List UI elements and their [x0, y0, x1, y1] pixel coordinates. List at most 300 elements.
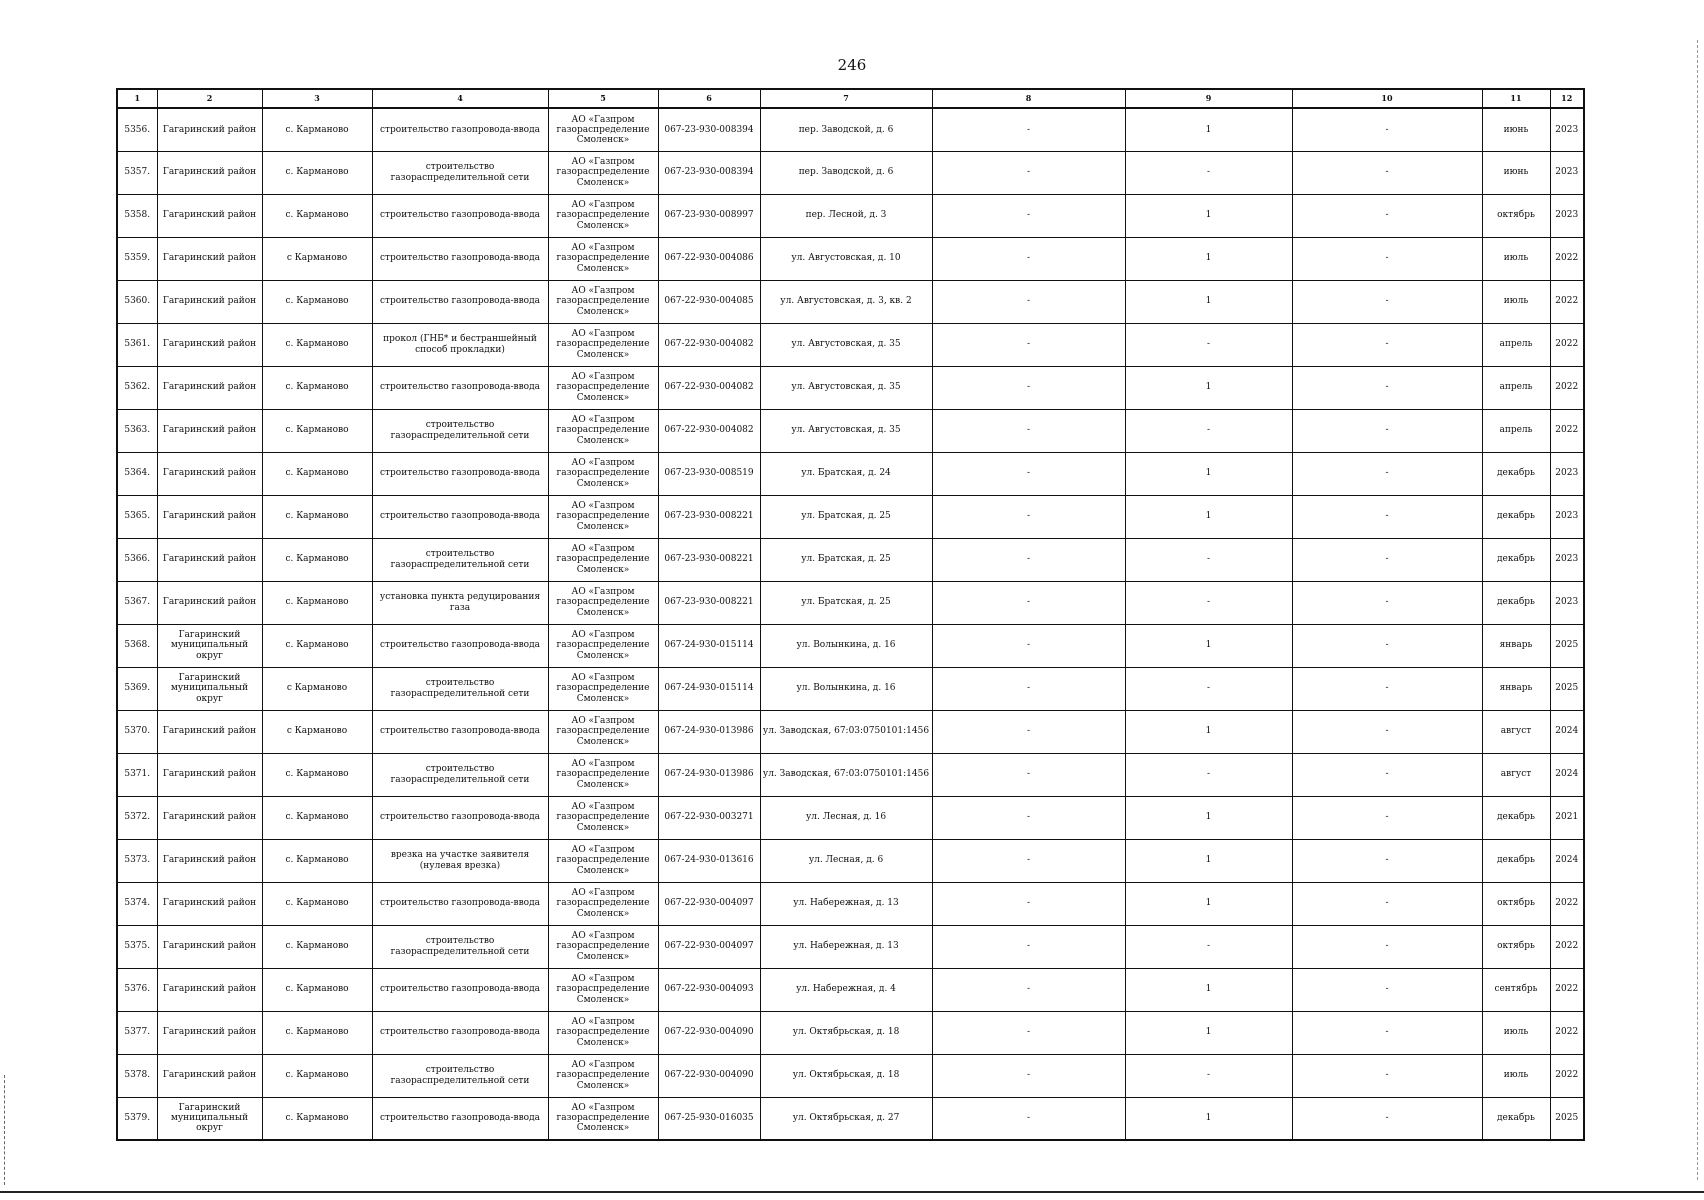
address-cell: ул. Октябрьская, д. 27 — [760, 1097, 932, 1140]
col10-cell: - — [1292, 581, 1482, 624]
year-cell: 2025 — [1550, 1097, 1584, 1140]
organization-cell: АО «Газпром газораспределение Смоленск» — [548, 194, 658, 237]
col8-cell: - — [932, 710, 1125, 753]
row-number: 5374. — [117, 882, 157, 925]
work-type-cell: строительство газопровода-ввода — [372, 237, 548, 280]
col9-cell: - — [1125, 667, 1292, 710]
month-cell: июль — [1482, 280, 1550, 323]
year-cell: 2022 — [1550, 968, 1584, 1011]
address-cell: ул. Набережная, д. 13 — [760, 925, 932, 968]
settlement-cell: с Карманово — [262, 710, 372, 753]
month-cell: июнь — [1482, 151, 1550, 194]
district-cell: Гагаринский район — [157, 108, 262, 151]
col8-cell: - — [932, 581, 1125, 624]
settlement-cell: с. Карманово — [262, 624, 372, 667]
code-cell: 067-23-930-008394 — [658, 151, 760, 194]
col10-cell: - — [1292, 753, 1482, 796]
col9-cell: 1 — [1125, 968, 1292, 1011]
col9-cell: 1 — [1125, 108, 1292, 151]
row-number: 5377. — [117, 1011, 157, 1054]
col9-cell: - — [1125, 925, 1292, 968]
col9-cell: 1 — [1125, 882, 1292, 925]
column-number-7: 7 — [760, 89, 932, 108]
address-cell: ул. Заводская, 67:03:0750101:1456 — [760, 753, 932, 796]
col8-cell: - — [932, 495, 1125, 538]
table-body — [117, 108, 1584, 1140]
table-row — [117, 667, 1584, 710]
code-cell: 067-22-930-004082 — [658, 409, 760, 452]
gasification-register-table — [116, 88, 1585, 1141]
col10-cell: - — [1292, 624, 1482, 667]
col9-cell: 1 — [1125, 194, 1292, 237]
row-number: 5364. — [117, 452, 157, 495]
row-number: 5375. — [117, 925, 157, 968]
organization-cell: АО «Газпром газораспределение Смоленск» — [548, 753, 658, 796]
organization-cell: АО «Газпром газораспределение Смоленск» — [548, 409, 658, 452]
col10-cell: - — [1292, 108, 1482, 151]
district-cell: Гагаринский район — [157, 1054, 262, 1097]
organization-cell: АО «Газпром газораспределение Смоленск» — [548, 323, 658, 366]
month-cell: декабрь — [1482, 796, 1550, 839]
col10-cell: - — [1292, 710, 1482, 753]
col8-cell: - — [932, 323, 1125, 366]
col8-cell: - — [932, 624, 1125, 667]
year-cell: 2023 — [1550, 194, 1584, 237]
district-cell: Гагаринский район — [157, 538, 262, 581]
col9-cell: - — [1125, 581, 1292, 624]
district-cell: Гагаринский район — [157, 796, 262, 839]
col10-cell: - — [1292, 796, 1482, 839]
work-type-cell: строительство газопровода-ввода — [372, 366, 548, 409]
year-cell: 2023 — [1550, 495, 1584, 538]
month-cell: сентябрь — [1482, 968, 1550, 1011]
district-cell: Гагаринский район — [157, 409, 262, 452]
work-type-cell: строительство газопровода-ввода — [372, 1011, 548, 1054]
year-cell: 2022 — [1550, 925, 1584, 968]
code-cell: 067-23-930-008519 — [658, 452, 760, 495]
col8-cell: - — [932, 280, 1125, 323]
address-cell: ул. Братская, д. 25 — [760, 538, 932, 581]
year-cell: 2023 — [1550, 452, 1584, 495]
col9-cell: 1 — [1125, 237, 1292, 280]
col10-cell: - — [1292, 538, 1482, 581]
year-cell: 2023 — [1550, 581, 1584, 624]
table-row — [117, 753, 1584, 796]
col9-cell: 1 — [1125, 796, 1292, 839]
table-row — [117, 538, 1584, 581]
month-cell: август — [1482, 710, 1550, 753]
month-cell: октябрь — [1482, 882, 1550, 925]
col10-cell: - — [1292, 667, 1482, 710]
col9-cell: - — [1125, 753, 1292, 796]
address-cell: ул. Августовская, д. 35 — [760, 366, 932, 409]
row-number: 5371. — [117, 753, 157, 796]
col8-cell: - — [932, 968, 1125, 1011]
col10-cell: - — [1292, 1054, 1482, 1097]
district-cell: Гагаринский муниципальный округ — [157, 1097, 262, 1140]
organization-cell: АО «Газпром газораспределение Смоленск» — [548, 796, 658, 839]
col9-cell: 1 — [1125, 710, 1292, 753]
code-cell: 067-22-930-004082 — [658, 323, 760, 366]
table-row — [117, 323, 1584, 366]
month-cell: август — [1482, 753, 1550, 796]
organization-cell: АО «Газпром газораспределение Смоленск» — [548, 108, 658, 151]
year-cell: 2025 — [1550, 624, 1584, 667]
district-cell: Гагаринский муниципальный округ — [157, 624, 262, 667]
settlement-cell: с. Карманово — [262, 581, 372, 624]
col9-cell: - — [1125, 538, 1292, 581]
district-cell: Гагаринский район — [157, 323, 262, 366]
col10-cell: - — [1292, 323, 1482, 366]
work-type-cell: строительство газопровода-ввода — [372, 1097, 548, 1140]
col8-cell: - — [932, 151, 1125, 194]
work-type-cell: строительство газопровода-ввода — [372, 968, 548, 1011]
address-cell: ул. Волынкина, д. 16 — [760, 624, 932, 667]
address-cell: ул. Набережная, д. 13 — [760, 882, 932, 925]
organization-cell: АО «Газпром газораспределение Смоленск» — [548, 366, 658, 409]
year-cell: 2022 — [1550, 237, 1584, 280]
table-row — [117, 237, 1584, 280]
year-cell: 2023 — [1550, 108, 1584, 151]
address-cell: ул. Братская, д. 24 — [760, 452, 932, 495]
organization-cell: АО «Газпром газораспределение Смоленск» — [548, 882, 658, 925]
organization-cell: АО «Газпром газораспределение Смоленск» — [548, 151, 658, 194]
settlement-cell: с. Карманово — [262, 108, 372, 151]
row-number: 5378. — [117, 1054, 157, 1097]
column-number-8: 8 — [932, 89, 1125, 108]
column-number-11: 11 — [1482, 89, 1550, 108]
column-number-2: 2 — [157, 89, 262, 108]
column-number-row — [117, 89, 1584, 108]
column-number-4: 4 — [372, 89, 548, 108]
month-cell: апрель — [1482, 409, 1550, 452]
month-cell: апрель — [1482, 323, 1550, 366]
col9-cell: - — [1125, 151, 1292, 194]
settlement-cell: с. Карманово — [262, 753, 372, 796]
col9-cell: 1 — [1125, 366, 1292, 409]
col8-cell: - — [932, 753, 1125, 796]
col9-cell: 1 — [1125, 839, 1292, 882]
col8-cell: - — [932, 882, 1125, 925]
address-cell: пер. Лесной, д. 3 — [760, 194, 932, 237]
table-row — [117, 194, 1584, 237]
col8-cell: - — [932, 1011, 1125, 1054]
row-number: 5356. — [117, 108, 157, 151]
organization-cell: АО «Газпром газораспределение Смоленск» — [548, 839, 658, 882]
code-cell: 067-22-930-004090 — [658, 1011, 760, 1054]
month-cell: декабрь — [1482, 1097, 1550, 1140]
year-cell: 2024 — [1550, 839, 1584, 882]
work-type-cell: строительство газопровода-ввода — [372, 882, 548, 925]
address-cell: ул. Августовская, д. 3, кв. 2 — [760, 280, 932, 323]
settlement-cell: с Карманово — [262, 237, 372, 280]
year-cell: 2025 — [1550, 667, 1584, 710]
work-type-cell: строительство газопровода-ввода — [372, 194, 548, 237]
work-type-cell: строительство газопровода-ввода — [372, 495, 548, 538]
work-type-cell: строительство газораспределительной сети — [372, 1054, 548, 1097]
month-cell: декабрь — [1482, 839, 1550, 882]
work-type-cell: строительство газопровода-ввода — [372, 624, 548, 667]
column-number-3: 3 — [262, 89, 372, 108]
row-number: 5363. — [117, 409, 157, 452]
district-cell: Гагаринский район — [157, 151, 262, 194]
code-cell: 067-23-930-008221 — [658, 538, 760, 581]
row-number: 5361. — [117, 323, 157, 366]
year-cell: 2022 — [1550, 323, 1584, 366]
col9-cell: 1 — [1125, 280, 1292, 323]
month-cell: январь — [1482, 667, 1550, 710]
col10-cell: - — [1292, 495, 1482, 538]
row-number: 5376. — [117, 968, 157, 1011]
month-cell: июнь — [1482, 108, 1550, 151]
table-row — [117, 839, 1584, 882]
column-number-9: 9 — [1125, 89, 1292, 108]
table-row — [117, 882, 1584, 925]
settlement-cell: с. Карманово — [262, 925, 372, 968]
row-number: 5365. — [117, 495, 157, 538]
code-cell: 067-23-930-008997 — [658, 194, 760, 237]
organization-cell: АО «Газпром газораспределение Смоленск» — [548, 538, 658, 581]
month-cell: декабрь — [1482, 452, 1550, 495]
organization-cell: АО «Газпром газораспределение Смоленск» — [548, 624, 658, 667]
table-row — [117, 968, 1584, 1011]
organization-cell: АО «Газпром газораспределение Смоленск» — [548, 495, 658, 538]
row-number: 5358. — [117, 194, 157, 237]
code-cell: 067-23-930-008394 — [658, 108, 760, 151]
row-number: 5359. — [117, 237, 157, 280]
col8-cell: - — [932, 409, 1125, 452]
code-cell: 067-25-930-016035 — [658, 1097, 760, 1140]
code-cell: 067-22-930-004086 — [658, 237, 760, 280]
col10-cell: - — [1292, 452, 1482, 495]
code-cell: 067-22-930-004090 — [658, 1054, 760, 1097]
code-cell: 067-23-930-008221 — [658, 495, 760, 538]
address-cell: ул. Братская, д. 25 — [760, 581, 932, 624]
col10-cell: - — [1292, 194, 1482, 237]
table-row — [117, 108, 1584, 151]
year-cell: 2022 — [1550, 1054, 1584, 1097]
settlement-cell: с. Карманово — [262, 968, 372, 1011]
work-type-cell: строительство газопровода-ввода — [372, 280, 548, 323]
year-cell: 2023 — [1550, 151, 1584, 194]
col10-cell: - — [1292, 882, 1482, 925]
col9-cell: 1 — [1125, 495, 1292, 538]
code-cell: 067-24-930-013986 — [658, 753, 760, 796]
address-cell: пер. Заводской, д. 6 — [760, 151, 932, 194]
col8-cell: - — [932, 667, 1125, 710]
organization-cell: АО «Газпром газораспределение Смоленск» — [548, 1054, 658, 1097]
column-number-1: 1 — [117, 89, 157, 108]
row-number: 5379. — [117, 1097, 157, 1140]
year-cell: 2022 — [1550, 280, 1584, 323]
col8-cell: - — [932, 237, 1125, 280]
col9-cell: - — [1125, 409, 1292, 452]
col8-cell: - — [932, 1054, 1125, 1097]
col10-cell: - — [1292, 151, 1482, 194]
settlement-cell: с. Карманово — [262, 280, 372, 323]
row-number: 5369. — [117, 667, 157, 710]
col10-cell: - — [1292, 1097, 1482, 1140]
scan-edge-left — [4, 1075, 7, 1185]
table-row — [117, 452, 1584, 495]
settlement-cell: с. Карманово — [262, 1097, 372, 1140]
col9-cell: 1 — [1125, 452, 1292, 495]
code-cell: 067-22-930-004097 — [658, 925, 760, 968]
district-cell: Гагаринский район — [157, 366, 262, 409]
column-number-6: 6 — [658, 89, 760, 108]
district-cell: Гагаринский район — [157, 925, 262, 968]
row-number: 5362. — [117, 366, 157, 409]
settlement-cell: с. Карманово — [262, 1054, 372, 1097]
address-cell: ул. Августовская, д. 35 — [760, 409, 932, 452]
col10-cell: - — [1292, 968, 1482, 1011]
work-type-cell: строительство газопровода-ввода — [372, 796, 548, 839]
address-cell: пер. Заводской, д. 6 — [760, 108, 932, 151]
col10-cell: - — [1292, 839, 1482, 882]
code-cell: 067-23-930-008221 — [658, 581, 760, 624]
year-cell: 2022 — [1550, 1011, 1584, 1054]
col8-cell: - — [932, 538, 1125, 581]
district-cell: Гагаринский район — [157, 1011, 262, 1054]
settlement-cell: с. Карманово — [262, 452, 372, 495]
table-row — [117, 1054, 1584, 1097]
month-cell: декабрь — [1482, 495, 1550, 538]
code-cell: 067-22-930-004093 — [658, 968, 760, 1011]
year-cell: 2022 — [1550, 366, 1584, 409]
col8-cell: - — [932, 839, 1125, 882]
work-type-cell: врезка на участке заявителя (нулевая врезка) — [372, 839, 548, 882]
address-cell: ул. Октябрьская, д. 18 — [760, 1054, 932, 1097]
col8-cell: - — [932, 1097, 1125, 1140]
month-cell: октябрь — [1482, 194, 1550, 237]
work-type-cell: строительство газораспределительной сети — [372, 409, 548, 452]
table-row — [117, 710, 1584, 753]
code-cell: 067-24-930-013986 — [658, 710, 760, 753]
col9-cell: 1 — [1125, 1011, 1292, 1054]
code-cell: 067-24-930-013616 — [658, 839, 760, 882]
organization-cell: АО «Газпром газораспределение Смоленск» — [548, 710, 658, 753]
address-cell: ул. Братская, д. 25 — [760, 495, 932, 538]
address-cell: ул. Августовская, д. 10 — [760, 237, 932, 280]
address-cell: ул. Заводская, 67:03:0750101:1456 — [760, 710, 932, 753]
month-cell: апрель — [1482, 366, 1550, 409]
year-cell: 2021 — [1550, 796, 1584, 839]
code-cell: 067-24-930-015114 — [658, 667, 760, 710]
column-number-12: 12 — [1550, 89, 1584, 108]
district-cell: Гагаринский район — [157, 237, 262, 280]
settlement-cell: с. Карманово — [262, 323, 372, 366]
col10-cell: - — [1292, 237, 1482, 280]
organization-cell: АО «Газпром газораспределение Смоленск» — [548, 667, 658, 710]
month-cell: июль — [1482, 1054, 1550, 1097]
organization-cell: АО «Газпром газораспределение Смоленск» — [548, 1097, 658, 1140]
col9-cell: 1 — [1125, 1097, 1292, 1140]
year-cell: 2022 — [1550, 882, 1584, 925]
table-row — [117, 280, 1584, 323]
settlement-cell: с. Карманово — [262, 366, 372, 409]
row-number: 5370. — [117, 710, 157, 753]
district-cell: Гагаринский район — [157, 753, 262, 796]
district-cell: Гагаринский район — [157, 968, 262, 1011]
organization-cell: АО «Газпром газораспределение Смоленск» — [548, 581, 658, 624]
col8-cell: - — [932, 194, 1125, 237]
organization-cell: АО «Газпром газораспределение Смоленск» — [548, 280, 658, 323]
work-type-cell: строительство газораспределительной сети — [372, 538, 548, 581]
work-type-cell: строительство газопровода-ввода — [372, 452, 548, 495]
row-number: 5360. — [117, 280, 157, 323]
code-cell: 067-22-930-004082 — [658, 366, 760, 409]
address-cell: ул. Октябрьская, д. 18 — [760, 1011, 932, 1054]
district-cell: Гагаринский район — [157, 280, 262, 323]
col8-cell: - — [932, 925, 1125, 968]
settlement-cell: с. Карманово — [262, 1011, 372, 1054]
address-cell: ул. Лесная, д. 6 — [760, 839, 932, 882]
month-cell: январь — [1482, 624, 1550, 667]
settlement-cell: с. Карманово — [262, 882, 372, 925]
col8-cell: - — [932, 108, 1125, 151]
row-number: 5357. — [117, 151, 157, 194]
organization-cell: АО «Газпром газораспределение Смоленск» — [548, 925, 658, 968]
address-cell: ул. Августовская, д. 35 — [760, 323, 932, 366]
district-cell: Гагаринский район — [157, 710, 262, 753]
work-type-cell: строительство газораспределительной сети — [372, 151, 548, 194]
work-type-cell: строительство газопровода-ввода — [372, 108, 548, 151]
month-cell: июль — [1482, 237, 1550, 280]
code-cell: 067-24-930-015114 — [658, 624, 760, 667]
row-number: 5373. — [117, 839, 157, 882]
organization-cell: АО «Газпром газораспределение Смоленск» — [548, 968, 658, 1011]
row-number: 5372. — [117, 796, 157, 839]
settlement-cell: с. Карманово — [262, 495, 372, 538]
col10-cell: - — [1292, 1011, 1482, 1054]
month-cell: декабрь — [1482, 581, 1550, 624]
month-cell: декабрь — [1482, 538, 1550, 581]
settlement-cell: с. Карманово — [262, 796, 372, 839]
col10-cell: - — [1292, 366, 1482, 409]
work-type-cell: прокол (ГНБ* и бестраншейный способ прокладки) — [372, 323, 548, 366]
work-type-cell: установка пункта редуцирования газа — [372, 581, 548, 624]
district-cell: Гагаринский муниципальный округ — [157, 667, 262, 710]
column-number-5: 5 — [548, 89, 658, 108]
month-cell: июль — [1482, 1011, 1550, 1054]
col10-cell: - — [1292, 925, 1482, 968]
col8-cell: - — [932, 452, 1125, 495]
code-cell: 067-22-930-003271 — [658, 796, 760, 839]
work-type-cell: строительство газопровода-ввода — [372, 710, 548, 753]
year-cell: 2024 — [1550, 753, 1584, 796]
table-row — [117, 366, 1584, 409]
table-row — [117, 925, 1584, 968]
col10-cell: - — [1292, 409, 1482, 452]
settlement-cell: с. Карманово — [262, 194, 372, 237]
organization-cell: АО «Газпром газораспределение Смоленск» — [548, 452, 658, 495]
settlement-cell: с. Карманово — [262, 409, 372, 452]
table-row — [117, 495, 1584, 538]
settlement-cell: с. Карманово — [262, 538, 372, 581]
row-number: 5367. — [117, 581, 157, 624]
table-row — [117, 1011, 1584, 1054]
column-number-10: 10 — [1292, 89, 1482, 108]
work-type-cell: строительство газораспределительной сети — [372, 925, 548, 968]
table-row — [117, 151, 1584, 194]
month-cell: октябрь — [1482, 925, 1550, 968]
row-number: 5366. — [117, 538, 157, 581]
bottom-rule — [0, 1191, 1704, 1193]
settlement-cell: с. Карманово — [262, 839, 372, 882]
table-row — [117, 796, 1584, 839]
district-cell: Гагаринский район — [157, 882, 262, 925]
table-row — [117, 624, 1584, 667]
